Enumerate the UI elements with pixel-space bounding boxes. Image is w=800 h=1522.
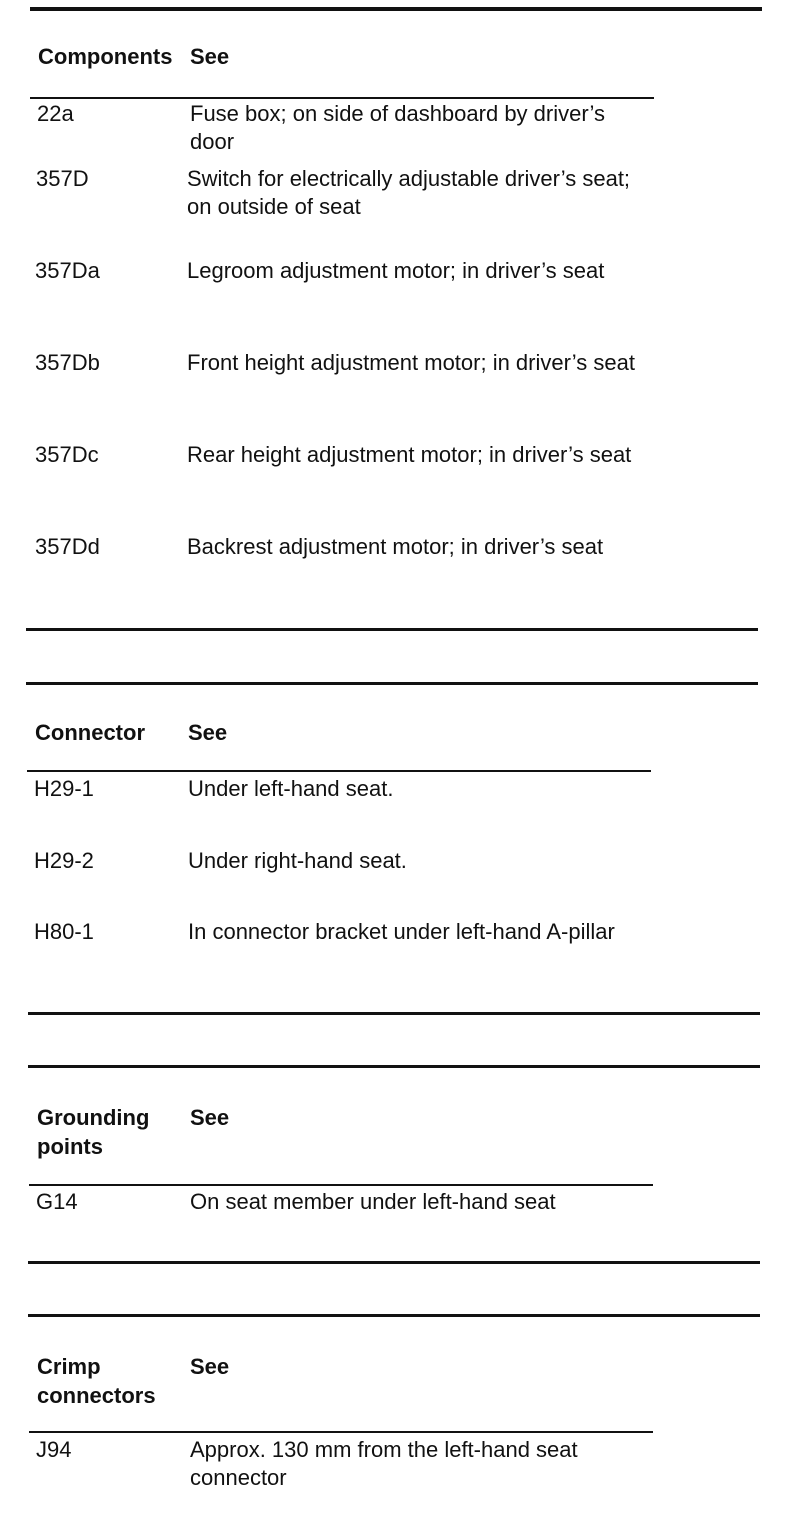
- section-top-rule: [28, 1065, 760, 1068]
- section-top-rule: [26, 682, 758, 685]
- table-row-desc: In connector bracket under left-hand A-pillar: [188, 919, 615, 944]
- connector-header-rule: [27, 770, 651, 772]
- grounding-points-header: Grounding points: [37, 1105, 150, 1159]
- table-row-desc: Rear height adjustment motor; in driver’s seat: [187, 442, 632, 467]
- table-row-code: 357D: [36, 166, 89, 191]
- section-bottom-rule: [28, 1012, 760, 1015]
- table-row-code: 357Da: [35, 258, 100, 283]
- table-row-code: H29-2: [34, 848, 94, 873]
- table-row-desc: Fuse box; on side of dashboard by driver’s door: [190, 101, 605, 154]
- table-row-code: G14: [36, 1189, 78, 1214]
- connector-header: Connector: [35, 720, 145, 745]
- section-top-rule: [28, 1314, 760, 1317]
- section-bottom-rule: [26, 628, 758, 631]
- table-row-desc: Under right-hand seat.: [188, 848, 407, 873]
- table-row-desc: On seat member under left-hand seat: [190, 1189, 556, 1214]
- table-row-code: J94: [36, 1437, 72, 1462]
- table-row-desc: Legroom adjustment motor; in driver’s seat: [187, 258, 605, 283]
- table-row-desc: Under left-hand seat.: [188, 776, 394, 801]
- table-row-code: 357Dc: [35, 442, 99, 467]
- table-row-desc: Approx. 130 mm from the left-hand seat connector: [190, 1437, 578, 1490]
- crimp-connectors-header: Crimp connectors: [37, 1354, 156, 1408]
- table-row-desc: Backrest adjustment motor; in driver’s seat: [187, 534, 604, 559]
- section-bottom-rule: [28, 1261, 760, 1264]
- table-row-desc: Front height adjustment motor; in driver’s seat: [187, 350, 635, 375]
- table-row-code: 357Dd: [35, 534, 100, 559]
- table-row-desc: Switch for electrically adjustable driver’s seat; on outside of seat: [187, 166, 631, 219]
- crimp-see-header: See: [190, 1354, 230, 1379]
- crimp-header-rule: [29, 1431, 653, 1433]
- components-header-rule: [30, 97, 654, 99]
- connector-see-header: See: [188, 720, 228, 745]
- section-top-rule: [30, 7, 762, 11]
- grounding-header-rule: [29, 1184, 653, 1186]
- table-row-code: H29-1: [34, 776, 94, 801]
- table-row-code: 357Db: [35, 350, 100, 375]
- table-row-code: H80-1: [34, 919, 94, 944]
- grounding-see-header: See: [190, 1105, 230, 1130]
- components-see-header: See: [190, 44, 230, 69]
- components-header: Components: [38, 44, 173, 69]
- table-row-code: 22a: [37, 101, 74, 126]
